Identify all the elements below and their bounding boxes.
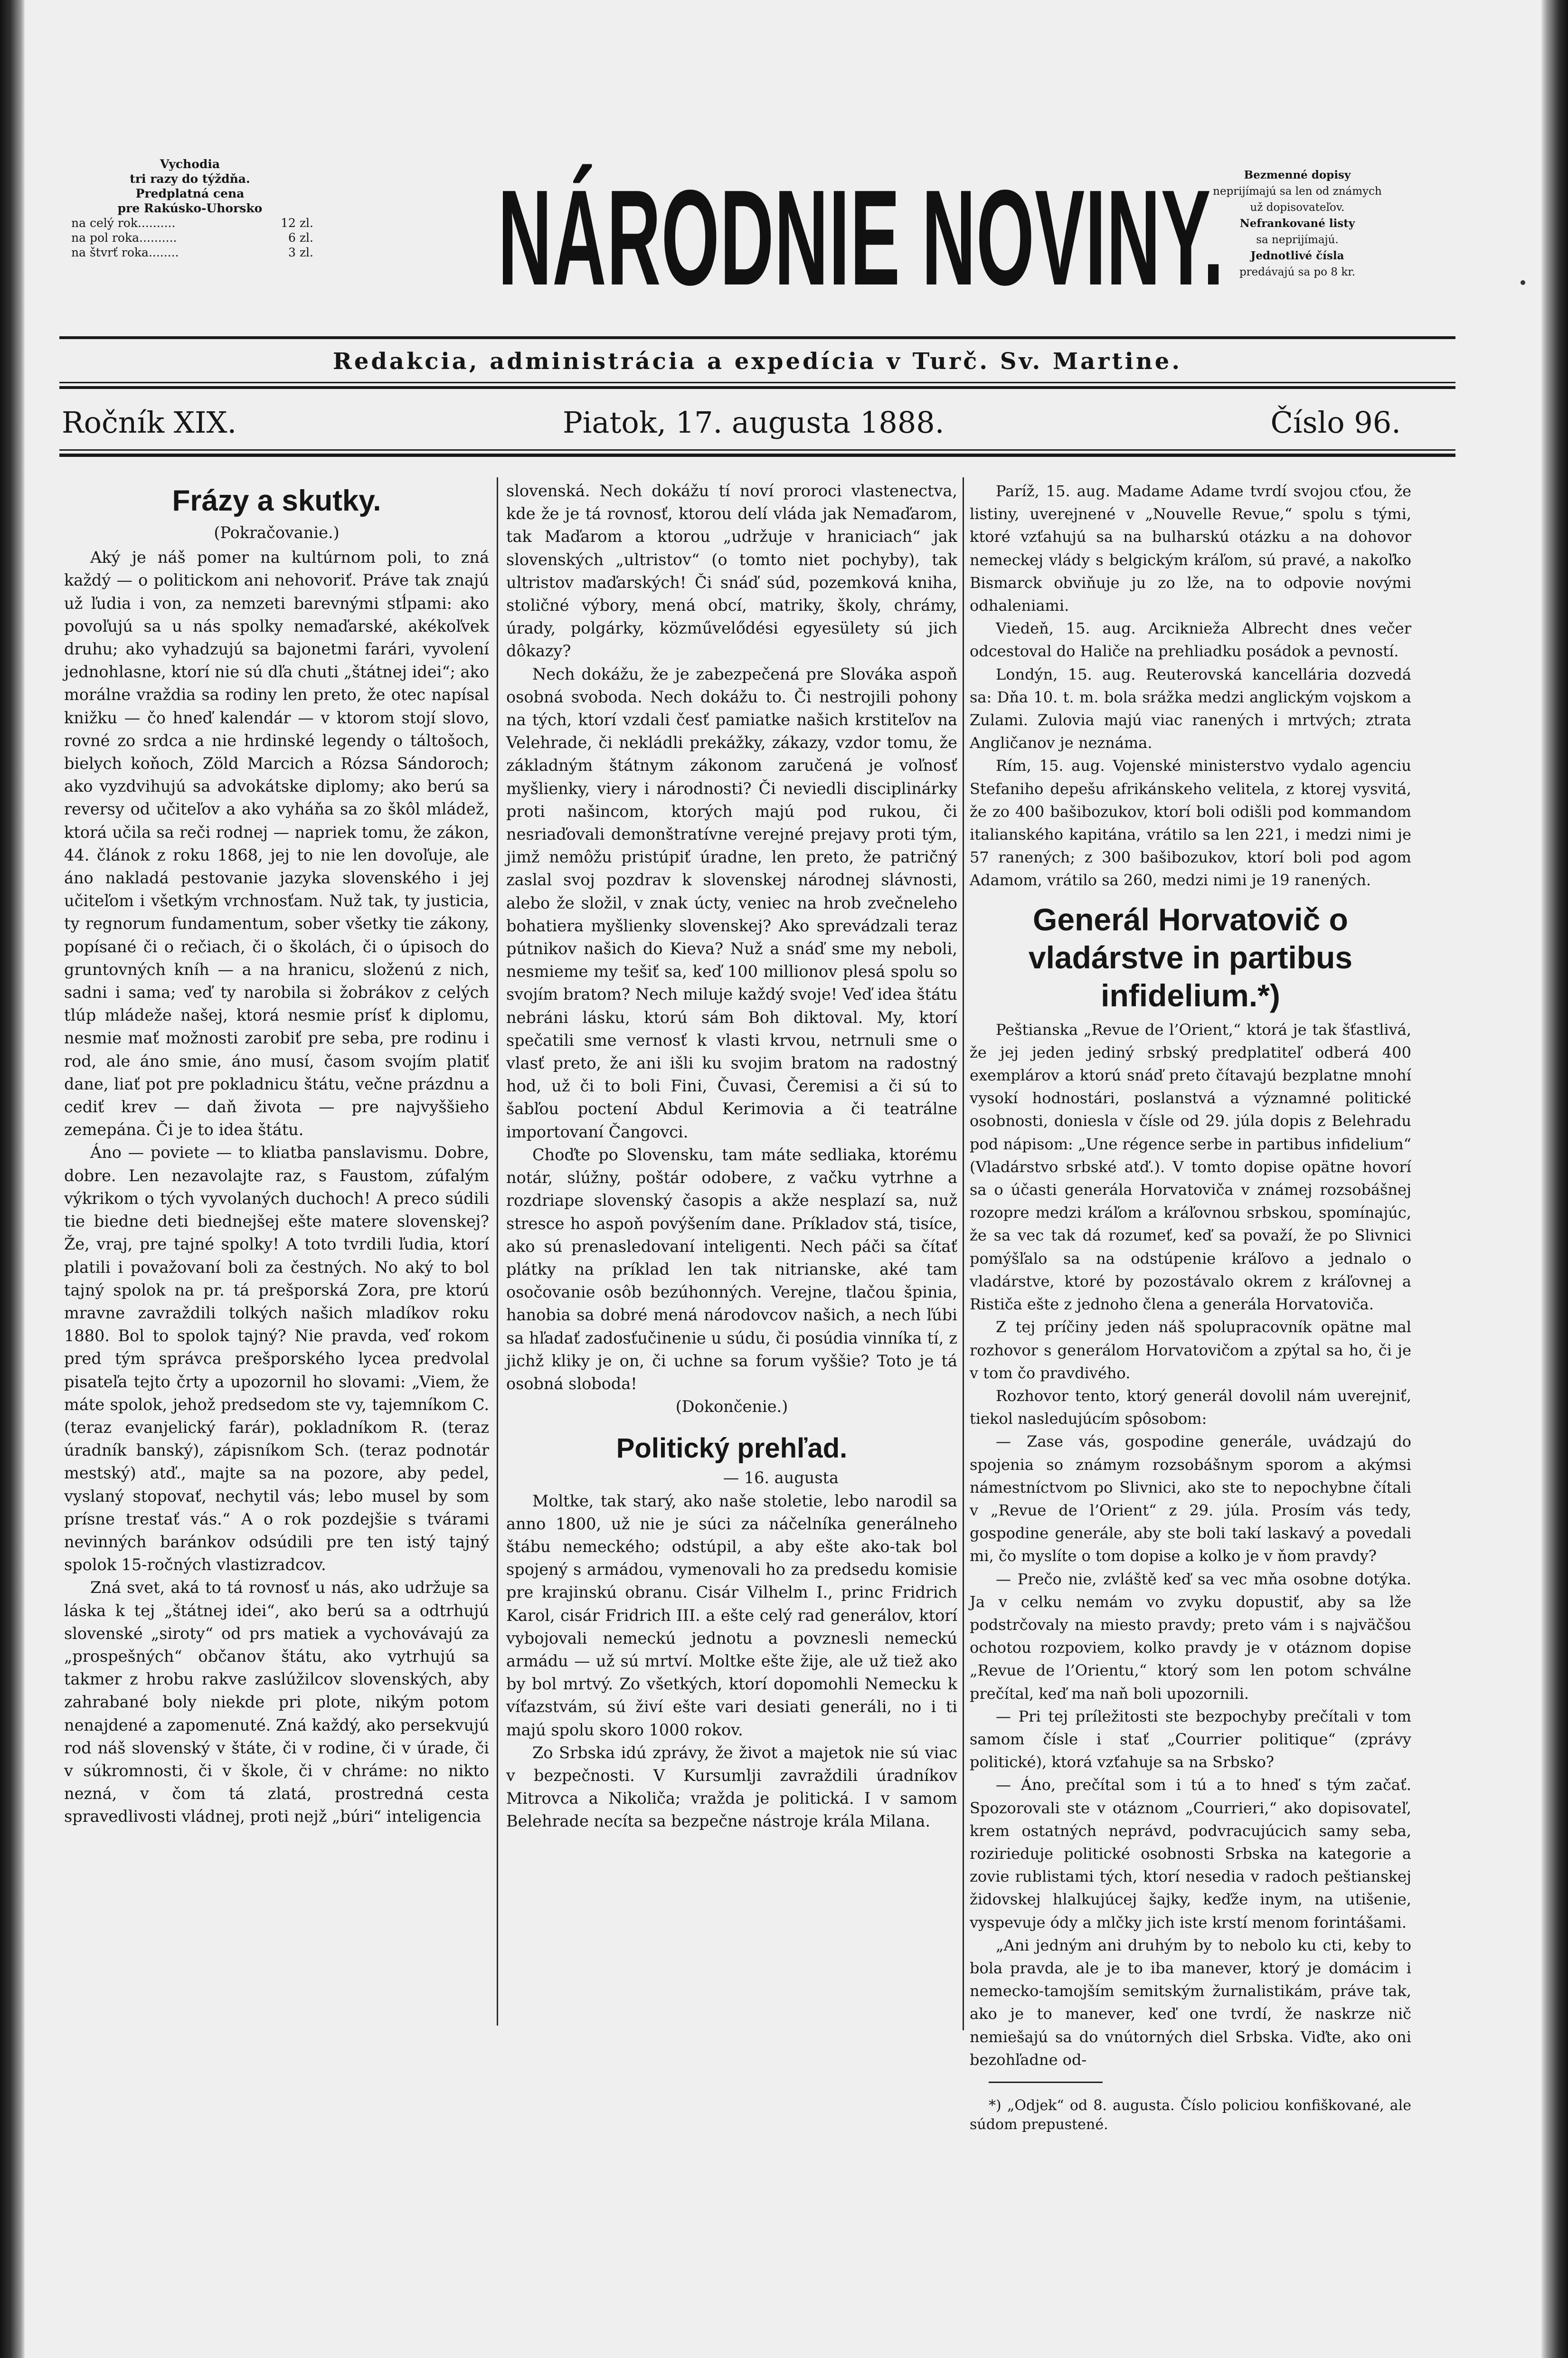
notice-box [1174,167,1421,280]
price-row: na celý rok.......... 12 zl. [71,216,313,230]
notice-line: Jednotlivé čísla [1250,249,1344,262]
article-title: Frázy a skutky. [172,484,381,517]
notice-line: už dopisovateľov. [1250,201,1345,214]
column-divider [497,477,498,2026]
paragraph: Choďte po Slovensku, tam máte sedliaka, ktorému notár, slúžny, poštár odobere, z vačku vytrhne a rozdriape slovenský časopis a akže nesplazí sa, nuž stresce ho aspoň povýšením dane. Príkladov stá, tisíce, ako sú prenasledovaní inteligenti. Nech páči sa čítať plátky na príklad len tak nitrianske, aké tam osočovanie osôb bezúhonných. Verejne, tlačou špinia, hanobia sa dobré mená národovcov našich, a nech ľúbi sa hľadať zadosťučinenie u súdu, či posúdia vinníka tí, z jichž kliky je on, či uchne sa forum vyššie? Toto je tá osobná sloboda! [506,1145,957,1393]
column-divider [963,477,964,2030]
news-item: Viedeň, 15. aug. Arcikniežа Albrecht dnes večer odcestoval do Haliče na prehliadku posádok a pevností. [970,619,1411,661]
news-item: Rím, 15. aug. Vojenské ministerstvo vydalo agenciu Stefaniho depešu afrikánskeho velitela, z ktorej vysvitá, že zo 400 bašibozukov, ktorí boli odišli pod kommandom italianského kapitána, vrátilo sa len 221, i medzi nimi je 57 ranených; z 300 bašibozukov, ktorí boli pod agom Adamom, vrátilo sa 260, medzi nimi je 19 ranených. [970,757,1411,890]
paragraph: — Pri tej príležitosti ste bezpochyby prečítali v tom samom čísle i stať „Courrier politique“ (zprávy politické), ktorá vzťahuje sa na Srbsko? [970,1707,1411,1771]
column-2 [506,480,957,1833]
footnote-rule [989,2082,1103,2083]
notice-line: Bezmenné dopisy [1244,169,1351,181]
section-date: — 16. augusta [723,1468,839,1487]
header-rule [59,382,1455,383]
newspaper-title: NÁRODNIE NOVINY. [498,161,1225,313]
news-item: Londýn, 15. aug. Reuterovská kancellária dozvedá sa: Dňa 10. t. m. bola srážka medzi anglickým vojskom a Zulami. Zulovia majú viac ranených i mrtvých; ztrata Angličanov je neznáma. [970,665,1411,752]
publisher-line: Redakcia, administrácia a expedícia v Turč. Sv. Martine. [332,348,1182,375]
footnote: *) „Odjek“ od 8. augusta. Číslo policiou konfiškované, ale súdom prepustené. [970,2097,1411,2133]
paragraph: Áno — poviete — to kliatba panslavismu. Dobre, dobre. Len nezavolajte raz, s Faustom, zúfalým výkrikom o tých vyvolaných duchoch! A preco súdili tie biedne deti biednejšej ešte matere slovenskej? Že, vraj, pre tajné spolky! A toto tvrdili ľudia, ktorí platili i považovaní boli za čestných. No aký to bol tajný spolok na pr. tá prešporská Zora, pre ktorú mravne zavraždili tolkých našich mladíkov roku 1880. Bol to spolok tajný? Nie pravda, veď rokom pred tým správca prešporského lycea predvolal pisateľa tejto črty a upozornil ho slovami: „Viem, že máte spolok, jehož predsedom ste vy, tajemníkom C. (teraz evanjelický farár), pokladníkom R. (teraz úradník banský), zápisníkom Sch. (teraz podnotár mestský) atď., majte sa na pozore, aby pedel, vyslaný stopovať, nechytil vás; lebo musel by som prísne trestať vás.“ A o rok pozdejšie s tvárami nevinných baránkov odsúdili pre ten istý tajný spolok 15-ročných vlastizradcov. [64,1143,489,1574]
paragraph: Nech dokážu, že je zabezpečená pre Slováka aspoň osobná svoboda. Nech dokážu to. Či nestrojili pohony na tých, ktorí vzdali česť pamiatke našich krstiteľov na Velehrade, či nekládli prekážky, zákazy, vzdor tomu, že základným štátnym zákonom zaručená je voľnosť myšlienky, viery i národnosti? Či neviedli disciplinárky proti našincom, ktorých majú pod rukou, či nesriaďovali demonštratívne verejné prejavy proti tým, jimž nemôžu pristúpiť úradne, len preto, že patričný zaslal svoj pozdrav k slovenskej národnej slávnosti, alebo že složil, v znak úcty, veniec na hrob zvečneleho bohatiera myšlienky slovenskej? Ako sprevádzali teraz pútnikov našich do Kieva? Nuž a snáď sme my neboli, nesmieme my tešiť sa, keď 100 millionov plesá spolu so svojím bratom? Nech miluje každý svoje! Veď idea štátu nebráni lásku, ktorú sám Boh diktoval. My, ktorí spečatili sme vernosť k vlasti krvou, netrnuli sme o vlasť preto, že ani išli ku svojim bratom na radostný hod, už či to boli Fini, Čuvasi, Čeremisi a či sú to šabľou poctení Abdul Kerimovia a či teatrálne importovaní Čangovci. [506,664,957,1141]
section-title: Politický prehľad. [616,1433,848,1464]
paragraph: Aký je náš pomer na kultúrnom poli, to zná každý — o politickom ani nehovoriť. Práve tak znajú už ľudia i von, za nemzeti barevnými stĺpami: ako povoľujú sa u nás spolky nemaďarské, akékoľvek druhu; ako vyhadzujú sa bajonetmi farári, vyvolení jednohlasne, ktorí nie sú dľa chuti „štátnej idei“; ako morálne vraždia sa rodiny len preto, že otec napísal knižku — čo hneď kalendár — v ktorom stojí slovo, rovné zo srdca a nie hrdinské legendy o táltošoch, bielych koňoch, Zöld Marcich a Rózsa Sándoroch; ako vyzdvihujú sa advokátske diplomy; ako berú sa reversy od učiteľov a ako vyháňa sa zo škôl mládež, ktorá učila sa reči rodnej — napriek tomu, že zákon, 44. článok z roku 1868, jej to nie len dovoľuje, ale áno nakladá pestovanie jazyka slovenského i jej učiteľom i všetkým vrchnosťam. Nuž tak, ty justicia, ty regnorum fundamentum, sober všetky tie zákony, popísané či o rečiach, či o školách, či o úpisoch do gruntovných kníh — a na hranicu, složenú z nich, sadni i sama; veď ty narobila si žobrákov z celých tlúp mládeže našej, ktorá nesmie prísť k diplomu, nesmie mať možnosti zarobiť pre seba, pre rodinu i rod, ale áno smie, áno musí, časom svojím platiť dane, liať pot pre pokladnicu štátu, večne prázdnu a cediť krev — daň života — pre najvyššieho zemepána. Či je to idea štátu. [64,548,489,1139]
column-3 [970,480,1411,2134]
price-row: na pol roka.......... 6 zl. [71,231,313,245]
subscription-box [66,157,313,260]
frequency-text: tri razy do týždňa. [130,172,250,186]
frequency-heading: Vychodia [160,157,220,171]
paragraph: — Prečo nie, zvláště keď sa vec mňa osobne dotýka. Ja v celku nemám vo zvyku dopustiť, aby sa lže podstrčovaly na miesto pravdy; preto vám i s najväčšou ochotou rozpoviem, kolko pravdy je v otáznom dopise „Revue de l’Orientu,“ ktorý som len potom schválne prečítal, keď ma naň boli upozornili. [970,1570,1411,1703]
ink-speck [1521,280,1525,285]
paragraph: Zná svet, aká to tá rovnosť u nás, ako udržuje sa láska k tej „štátnej idei“, ako berú sa a odtrhujú slovenské „siroty“ od prs matiek a vychovávajú za „prospešných“ občanov štátu, ako vytrhujú sa takmer z hrobu rakve zaslúžilcov slovenských, aby zahrabané boly niekde pri plote, nikým potom nenajdené a zapomenuté. Zná každý, ako persekvujú rod náš slovenský v štáte, či v rodine, či v úrade, či v súkromnosti, či v škole, či v chráme: no nikto nezná, v čom tá zlatá, prostredná cesta spravedlivosti vládnej, proti nejž „búri“ inteligencia [64,1578,489,1826]
paragraph: Peštianska „Revue de l’Orient,“ ktorá je tak šťastlivá, že jej jeden jediný srbský predplatiteľ odberá 400 exemplárov a ktorú snáď preto čítavajú bezplatne mnohí vysokí hodnostári, poslanstvá a významné politické osobnosti, doniesla v čísle od 29. júla dopis z Belehradu pod nápisom: „Une régence serbe in partibus infidelium“ (Vladárstvo srbské atď.). V tomto dopise opätne hovorí sa o účasti generála Horvatoviča v známej rozsobášnej rozopre medzi kráľom a kráľovnou srbskou, spomínajúc, že sa vec tak dá rozumeť, keď sa považí, že po Slivnici pomýšľalo sa na odstúpenie kráľovo a jednalo o vladárstve, ktoré by pozostávalo okrem z kráľovnej a Rističa ešte z jednoho člena a generála Horvatoviča. [970,1020,1411,1314]
issue-number: Číslo 96. [1270,405,1401,440]
scan-edge-right [1541,0,1568,2358]
header-rule [59,449,1455,451]
article-continuation: (Pokračovanie.) [214,523,340,542]
paragraph: Rozhovor tento, ktorý generál dovolil nám uverejniť, tiekol nasledujúcím spôsobom: [970,1386,1411,1428]
price-row: na štvrť roka........ 3 zl. [71,246,313,259]
volume-number: Ročník XIX. [62,405,237,440]
price-heading: Predplatná cena [135,187,245,200]
article-title: Generál Horvatovič o vladárstve in partibus infidelium.*) [1028,901,1353,1013]
news-item: Paríž, 15. aug. Madame Adame tvrdí svojou cťou, že listiny, uverejnené v „Nouvelle Revue,“ spolu s tými, ktoré vzťahujú sa na bulharskú otázku a na dohovor nemeckej vlády s belgickým kráľom, sú pravé, a nakoľko Bismarck obviňuje ju zo lže, na to odpovie novými odhaleniami. [970,482,1411,615]
notice-line: predávajú sa po 8 kr. [1239,266,1356,278]
paragraph: — Áno, prečítal som i tú a to hneď s tým začať. Spozorovali ste v otáznom „Courrieri,“ ako dopisovateľ, krem ostatných neprávd, podvracujúcich samy seba, rozirieduje politické osobnosti Srbska na kategorie a zovie rublistami tých, ktorí nesedia v radoch peštianskej židovskej hlalkujúcej šajky, keďže inym, na utišenie, vyspevuje ódy a mlčky jich iste krstí menom forintášami. [970,1776,1411,1932]
header-rule [59,336,1455,339]
header-rule [59,454,1455,457]
issue-date: Piatok, 17. augusta 1888. [563,405,945,440]
paragraph: „Ani jedným ani druhým by to nebolo ku cti, keby to bola pravda, ale je to iba manever, ktorý je domácim i nemecko-tamojším semitským žurnalistikám, práve tak, ako je to manever, keď one tvrdí, že naskrze nič nemiešajú sa do vnútorných diel Srbska. Viďte, ako oni bezohľadne od- [970,1936,1411,2069]
paragraph: — Zase vás, gospodine generále, uvádzajú do spojenia so známym rozsobášnym sporom a akýmsi námestníctvom po Slivnici, ako ste to nepochybne čítali v „Revue de l’Orient“ z 29. júla. Prosím vás tedy, gospodine generále, aby ste boli takí laskavý a povedali mi, čo myslíte o tom dopise a kolko je v ňom pravdy? [970,1432,1411,1565]
price-region: pre Rakúsko-Uhorsko [117,201,263,215]
column-1 [64,480,489,1828]
notice-line: sa neprijímajú. [1256,234,1339,246]
header-rule [59,386,1455,389]
scan-edge-left [0,0,25,2358]
paragraph: Zo Srbska idú zprávy, že život a majetok nie sú viac v bezpečnosti. V Kursumlji zavraždili úradníkov Mitrovca a Nikoliča; vražda je politická. I v samom Belehrade necíta sa bezpečne nástroje krála Milana. [506,1743,957,1831]
notice-line: Nefrankované listy [1239,217,1355,230]
to-be-concluded: (Dokončenie.) [675,1397,788,1416]
paragraph: Moltke, tak starý, ako naše stoletie, lebo narodil sa anno 1800, už nie je súci za náčelníka generálneho štábu nemeckého; odstúpil, a aby ešte ako-tak bol spojený s armádou, vymenovali ho za predsedu komisie pre krajinskú obranu. Cisár Vilhelm I., princ Fridrich Karol, cisár Fridrich III. a ešte celý rad generálov, ktorí vybojovali nemeckú jednotu a povznesli nemeckú armádu — už sú mrtví. Moltke ešte žije, ale už tiež ako by bol mrtvý. Zo všetkých, ktorí dopomohli Nemecku k víťazstvám, sú živí ešte vari desiati generáli, no i ti majú spolu skoro 1000 rokov. [506,1491,957,1739]
paragraph: slovenská. Nech dokážu tí noví proroci vlastenectva, kde že je tá rovnosť, ktorou delí vláda jak Nemaďarom, tak Maďarom a ktorou „udržuje v hraniciach“ jak slovenských „ultristov“ (o tomto niet pochyby), tak ultristov maďarských! Či snáď súd, pozemková kniha, stoličné výbory, mená obcí, matriky, školy, chrámy, úrady, polgárky, közművelődési egyesülety sú jich dôkazy? [506,482,957,661]
paragraph: Z tej príčiny jeden náš spolupracovník opätne mal rozhovor s generálom Horvatovičom a zpýtal sa ho, či je v tom čo pravdivého. [970,1318,1411,1382]
notice-line: neprijímajú sa len od známych [1213,185,1382,198]
